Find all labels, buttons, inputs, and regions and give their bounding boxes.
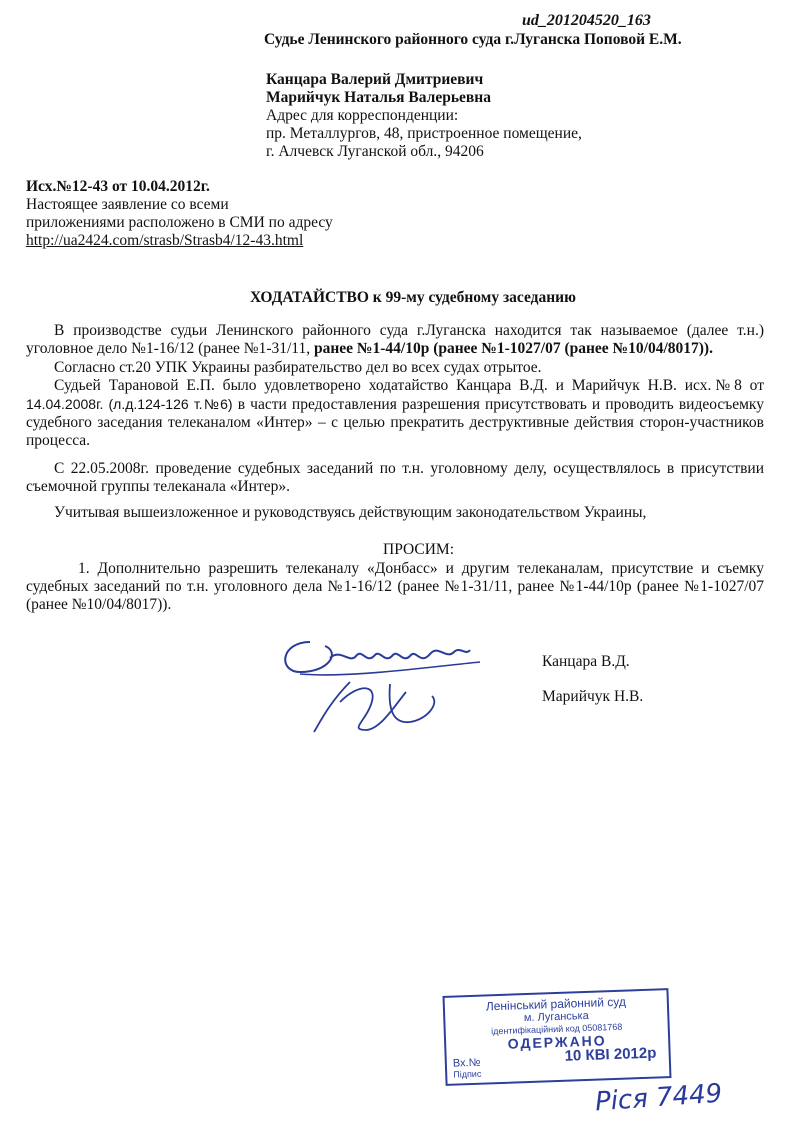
paragraph-1-bold: ранее №1-44/10р (ранее №1-1027/07 (ранее №10/04/8017)).	[313, 340, 713, 357]
paragraph-3-case-ref: 14.04.2008г. (л.д.124-126 т.№6)	[26, 396, 233, 412]
request-heading: ПРОСИМ:	[383, 541, 455, 558]
handwritten-signature	[270, 612, 490, 752]
paragraph-5: Учитывая вышеизложенное и руководствуясь действующим законодательством Украины,	[54, 504, 647, 521]
court-received-stamp	[442, 988, 671, 1086]
address-line-1: пр. Металлургов, 48, пристроенное помещение,	[266, 125, 582, 142]
paragraph-2: Согласно ст.20 УПК Украины разбирательство дел во всех судах отрытое.	[54, 359, 542, 376]
paragraph-3-text-b: в части предоставления разрешения присутствовать и проводить видеосъемку судебного заседания телеканалом «Интер» – с целью прекратить деструктивные действия сторон-участников процесса.	[26, 396, 764, 449]
outgoing-url-link[interactable]: http://ua2424.com/strasb/Strasb4/12-43.html	[26, 232, 304, 249]
address-line-2: г. Алчевск Луганской обл., 94206	[266, 143, 484, 160]
request-item-1: 1. Дополнительно разрешить телеканалу «Донбасс» и другим телеканалам, присутствие и съемку судебных заседаний по т.н. уголовного дела №1-16/12 (ранее №1-31/11, ранее №1-44/10р (ранее №1-1027/07 (ранее №10/04/8017)).	[26, 560, 764, 613]
address-label: Адрес для корреспонденции:	[266, 107, 459, 124]
outgoing-note-2: приложениями расположено в СМИ по адресу	[26, 214, 333, 231]
stamp-id-code: ідентифікаційний код 05081768	[490, 1021, 623, 1037]
stamp-received: ОДЕРЖАНО	[507, 1032, 607, 1052]
paragraph-4: С 22.05.2008г. проведение судебных заседаний по т.н. уголовному делу, осуществлялось в присутствии съемочной группы телеканала «Интер».	[26, 460, 764, 495]
sender-name-2: Марийчук Наталья Валерьевна	[266, 89, 491, 106]
outgoing-ref: Исх.№12-43 от 10.04.2012г.	[26, 178, 210, 195]
outgoing-note-1: Настоящее заявление со всеми	[26, 196, 229, 213]
stamp-court-name: Ленінський районний суд	[485, 994, 627, 1014]
document-title: ХОДАТАЙСТВО к 99-му судебному заседанию	[250, 289, 576, 306]
paragraph-1-text: В производстве судьи Ленинского районного суда г.Луганска находится так называемое (далее т.н.) уголовное дело №1-16/12 (ранее №1-31/11,	[26, 322, 764, 357]
addressee: Судье Ленинского районного суда г.Луганска Поповой Е.М.	[264, 31, 682, 48]
document-id: ud_201204520_163	[522, 12, 651, 29]
stamp-city: м. Луганська	[523, 1009, 589, 1025]
stamp-date: 10 КВІ 2012р	[564, 1044, 657, 1065]
paragraph-3-text-a: Судьей Тарановой Е.П. было удовлетворено ходатайство Канцара В.Д. и Марийчук Н.В. исх.№8 от	[54, 377, 764, 394]
paragraph-3	[26, 377, 764, 450]
stamp-in-number-label: Вх.№	[452, 1056, 481, 1070]
paragraph-1	[26, 322, 764, 358]
signatory-2: Марийчук Н.В.	[542, 688, 644, 705]
stamp-signature-label: Підпис	[453, 1068, 482, 1080]
signatory-1: Канцара В.Д.	[542, 653, 630, 670]
sender-name-1: Канцара Валерий Дмитриевич	[266, 71, 484, 88]
handwritten-register-number: Ріся 7449	[594, 1078, 724, 1118]
